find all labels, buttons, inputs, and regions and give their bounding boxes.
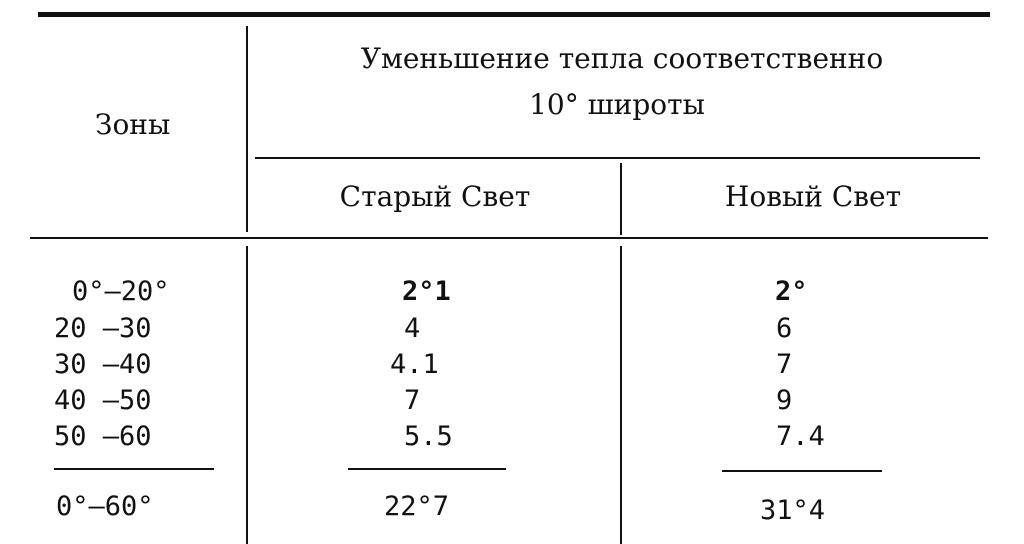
vertical-rule-old-new — [620, 163, 622, 235]
old-world-cell: 2°1 — [402, 276, 451, 307]
new-world-cell: 7.4 — [776, 421, 825, 452]
old-world-cell: 7 — [404, 385, 421, 416]
old-world-cell: 5.5 — [404, 421, 453, 452]
group-header-line-2: 10° широты — [529, 88, 705, 121]
new-world-header: Новый Свет — [724, 180, 902, 213]
group-header-line-1: Уменьшение тепла соответственно — [360, 42, 884, 75]
old-world-cell: 4.1 — [390, 349, 439, 380]
vertical-rule-zones-body — [246, 246, 248, 544]
zones-header: Зоны — [95, 108, 171, 141]
sum-rule-new-world — [722, 470, 882, 472]
zone-cell: 50 —60 — [54, 421, 152, 452]
zone-cell: 0°—20° — [72, 276, 170, 307]
header-bottom-rule — [30, 237, 988, 239]
old-world-header: Старый Свет — [339, 180, 531, 213]
new-world-cell: 6 — [776, 313, 793, 344]
old-world-cell: 4 — [404, 313, 421, 344]
zone-cell: 20 —30 — [54, 313, 152, 344]
new-world-cell: 2° — [775, 276, 808, 307]
sum-rule-old-world — [348, 468, 506, 470]
sum-rule-zones — [54, 468, 214, 470]
vertical-rule-old-new-body — [620, 246, 622, 544]
header-group-divider — [255, 157, 980, 159]
new-world-cell: 7 — [776, 349, 793, 380]
total-zone-cell: 0°—60° — [56, 491, 154, 522]
zone-cell: 40 —50 — [54, 385, 152, 416]
zone-cell: 30 —40 — [54, 349, 152, 380]
total-new-world-cell: 31°4 — [760, 495, 826, 526]
new-world-cell: 9 — [776, 385, 793, 416]
top-rule — [38, 12, 990, 17]
total-old-world-cell: 22°7 — [384, 491, 450, 522]
vertical-rule-zones — [246, 26, 248, 232]
